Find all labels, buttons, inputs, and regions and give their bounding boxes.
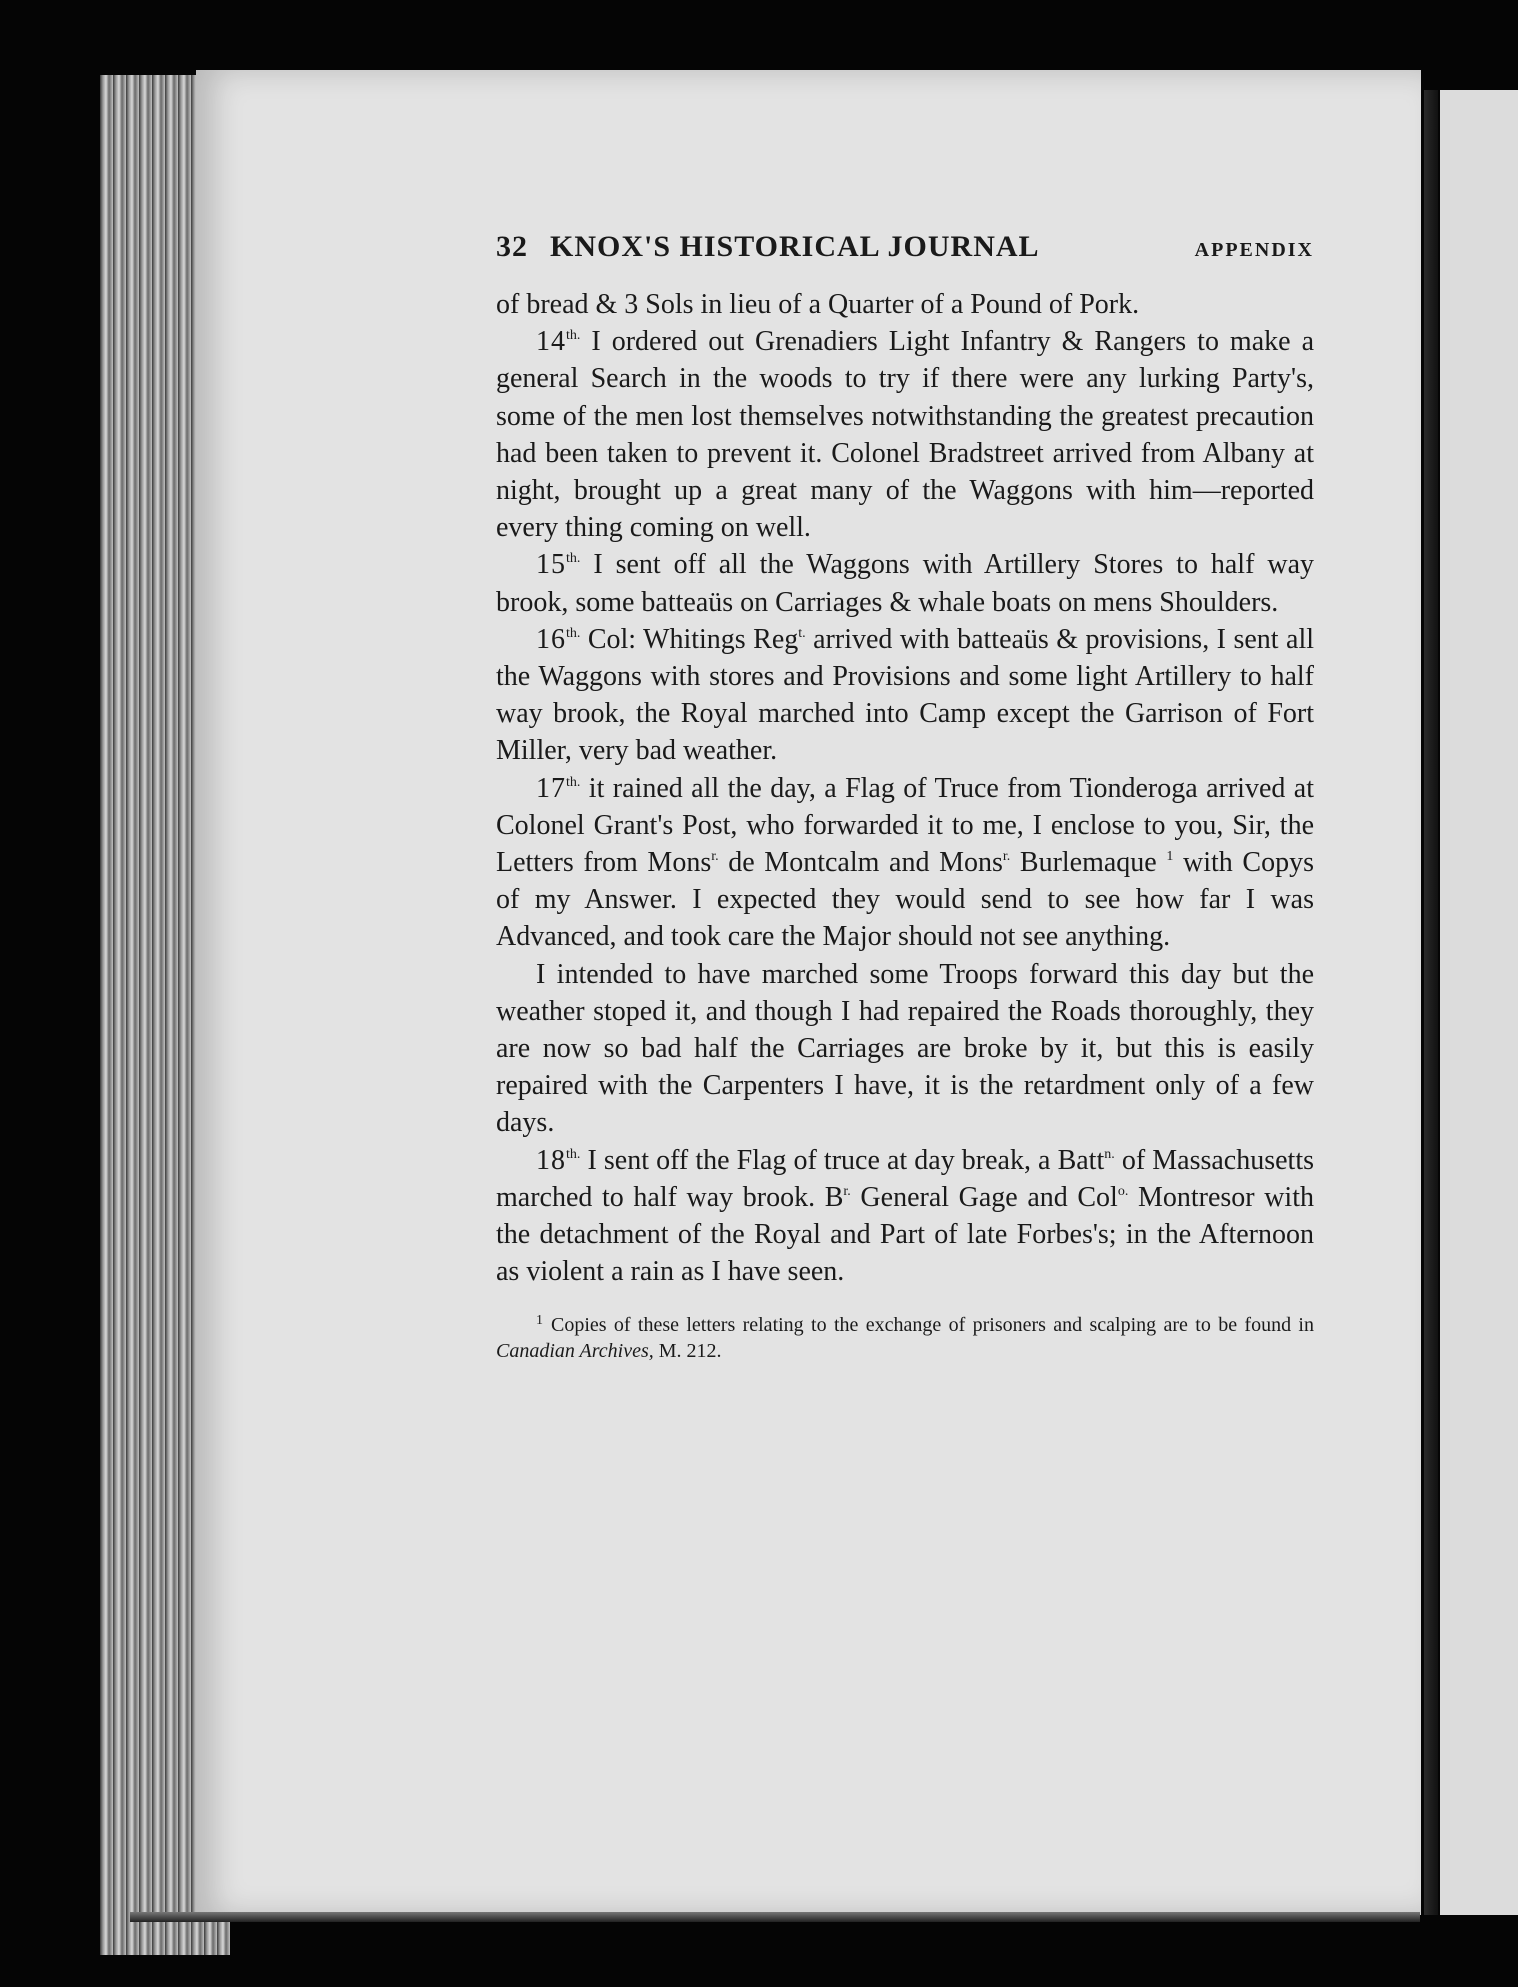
book-gutter [1424,90,1438,1915]
paragraph-entry-15 [496,546,1314,620]
footnote-mark: 1 [536,1313,543,1329]
entry-day-suffix: th. [566,328,581,344]
footnote-source-title: Canadian Archives, [496,1340,654,1363]
paragraph-text: I sent off the Flag of truce at day break, a Batt [580,1144,1105,1176]
paragraph-text: Burlemaque [1010,847,1157,879]
paragraph-continuation [496,286,1314,323]
paragraph-text: I intended to have marched some Troops forward this day but the weather stoped it, and though I had repaired the Roads thoroughly, they are now so bad half the Carriages are broke by it, but this is easily repaired with the Carpenters I have, it is the retardment only of a few days. [496,958,1314,1139]
paragraph-entry-16 [496,621,1314,770]
entry-day-suffix: th. [566,774,581,790]
paragraph-continuation-17 [496,956,1314,1142]
paragraph-entry-14 [496,323,1314,546]
abbreviation-suffix: r. [1002,849,1011,865]
entry-day: 16 [536,623,566,655]
running-header [496,230,1314,286]
page-bottom-edge [130,1912,1420,1922]
footnote-text: Copies of these letters relating to the exchange of prisoners and scalping are to be found in [551,1314,1314,1337]
paragraph-text: Montresor with the detachment of the Royal and Part of late Forbes's; in the Afternoon as violent a rain as I have seen. [496,1181,1314,1288]
section-label: APPENDIX [1194,239,1314,261]
abbreviation-suffix: r. [711,849,719,865]
page-number: 32 [496,230,528,263]
entry-day: 17 [536,772,566,804]
entry-day-suffix: th. [566,551,581,567]
abbreviation-suffix: t. [798,625,806,641]
abbreviation-suffix: r. [843,1183,851,1199]
paragraph-entry-18 [496,1142,1314,1291]
paragraph-text: of Massachusetts marched to half way brook. B [496,1144,1314,1213]
footnote [496,1308,1314,1364]
entry-day: 14 [536,326,566,358]
footnote-text: M. 212. [653,1340,722,1363]
paragraph-text: with Copys of my Answer. I expected they would send to see how far I was Advanced, and took care the Major should not see anything. [496,847,1315,953]
facing-page-edge [1440,90,1518,1915]
body-text [496,286,1314,1290]
paragraph-text: arrived with batteaüs & provisions, I sent all the Waggons with stores and Provisions and some light Artillery to half way brook, the Royal marched into Camp except the Garrison of Fort Miller, very bad weather. [496,623,1314,767]
entry-day-suffix: th. [566,625,581,641]
paragraph-text: de Montcalm and Mons [718,847,1003,879]
entry-day-suffix: th. [566,1146,581,1162]
paragraph-entry-17 [496,770,1314,956]
abbreviation-suffix: o. [1117,1183,1129,1199]
paragraph-text: of bread & 3 Sols in lieu of a Quarter of a Pound of Pork. [496,289,1140,320]
entry-day: 15 [536,549,566,581]
paragraph-text: I ordered out Grenadiers Light Infantry & Rangers to make a general Search in the woods to try if there were any lurking Party's, some of the men lost themselves notwithstanding the greatest precaution had been taken to prevent it. Colonel Bradstreet arrived from Albany at night, brought up a great many of the Waggons with him—reported every thing coming on well. [496,326,1314,544]
entry-day: 18 [536,1144,566,1176]
paragraph-text: it rained all the day, a Flag of Truce from Tionderoga arrived at Colonel Grant's Post, who forwarded it to me, I enclose to you, Sir, the Letters from Mons [496,772,1314,879]
paragraph-text: Col: Whitings Reg [580,623,799,655]
paragraph-text: General Gage and Col [850,1181,1118,1213]
running-title: KNOX'S HISTORICAL JOURNAL [550,230,1040,263]
page-content [496,230,1314,1364]
footnote-reference: 1 [1166,849,1174,865]
abbreviation-suffix: n. [1104,1146,1115,1162]
paragraph-text: I sent off all the Waggons with Artillery Stores to half way brook, some batteaüs on Carriages & whale boats on mens Shoulders. [496,549,1314,618]
